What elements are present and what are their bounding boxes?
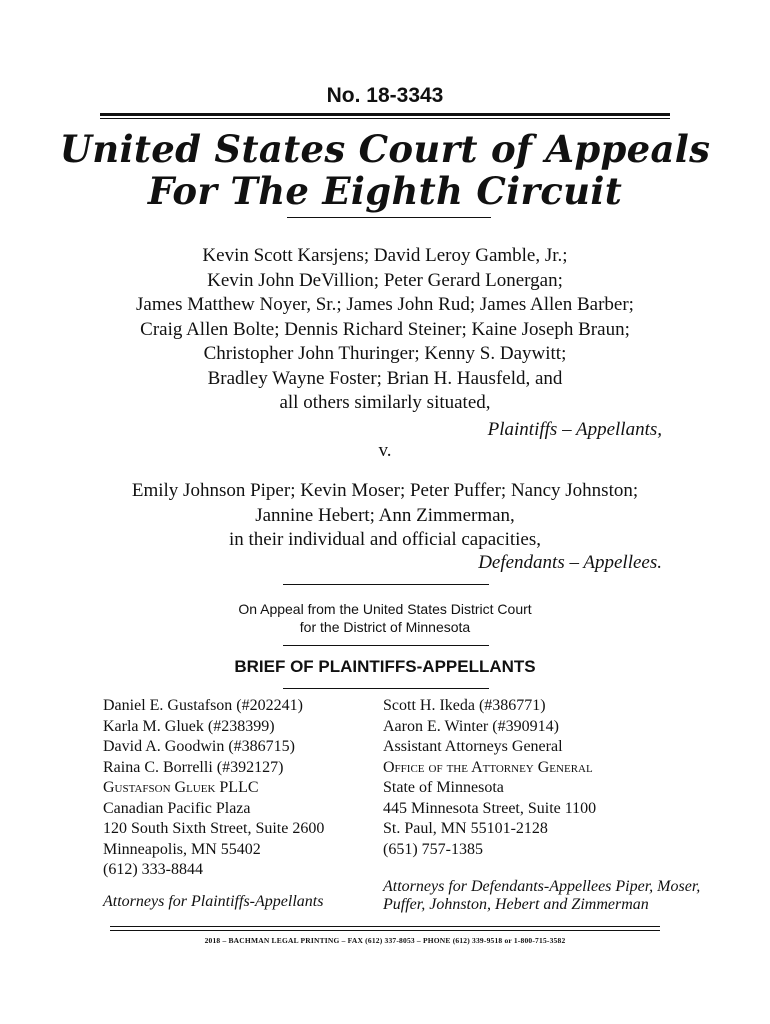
appellees-line: in their individual and official capacities, [229, 529, 541, 550]
appellants-line: Bradley Wayne Foster; Brian H. Hausfeld, and [207, 367, 563, 389]
law-firm-name: Gustafson Gluek PLLC [103, 779, 259, 796]
counsel-line: (651) 757-1385 [383, 840, 483, 858]
docket-rule [100, 113, 670, 119]
counsel-line: Scott H. Ikeda (#386771) [383, 697, 546, 714]
office-name: Office of the Attorney General [383, 758, 593, 776]
appellants-line: James Matthew Noyer, Sr.; James John Rud; James Allen Barber; [136, 294, 634, 315]
counsel-line: Assistant Attorneys General [383, 738, 563, 755]
appellants-line: Kevin John DeVillion; Peter Gerard Lonergan; [207, 269, 563, 291]
counsel-line: Minneapolis, MN 55402 [103, 840, 261, 858]
appellees-block [100, 479, 670, 553]
appellants-block [100, 244, 670, 416]
counsel-line: David A. Goodwin (#386715) [103, 738, 295, 755]
counsel-line: (612) 333-8844 [103, 861, 203, 878]
appeal-origin-line2: for the District of Minnesota [299, 619, 471, 635]
counsel-line: 120 South Sixth Street, Suite 2600 [103, 820, 325, 837]
appellees-line: Emily Johnson Piper; Kevin Moser; Peter Puffer; Nancy Johnston; [131, 480, 639, 501]
appellants-line: all others similarly situated, [279, 392, 491, 413]
appellees-attorneys-for-line1: Attorneys for Defendants-Appellees Piper, Moser, [383, 878, 701, 895]
counsel-line: Daniel E. Gustafson (#202241) [103, 697, 303, 714]
counsel-line: State of Minnesota [383, 779, 504, 796]
appellees-line: Jannine Hebert; Ann Zimmerman, [255, 504, 515, 526]
printer-footer: 2018 – BACHMAN LEGAL PRINTING – FAX (612) 337-8053 – PHONE (612) 339-9518 or 1-800-715-3582 [204, 936, 566, 945]
docket-number: No. 18-3343 [326, 84, 444, 107]
divider-rule [283, 688, 489, 689]
appellants-line: Kevin Scott Karsjens; David Leroy Gamble, Jr.; [202, 245, 568, 266]
counsel-line: Aaron E. Winter (#390914) [383, 717, 559, 735]
counsel-line: St. Paul, MN 55101-2128 [383, 820, 548, 837]
divider-rule [283, 645, 489, 646]
brief-title: BRIEF OF PLAINTIFFS-APPELLANTS [234, 657, 536, 676]
footer-rule [110, 926, 660, 931]
appellants-line: Craig Allen Bolte; Dennis Richard Steiner; Kaine Joseph Braun; [140, 318, 630, 340]
appellants-line: Christopher John Thuringer; Kenny S. Daywitt; [203, 343, 567, 364]
court-rule [287, 217, 491, 218]
court-name [0, 128, 770, 212]
appellees-attorneys-for [383, 878, 700, 914]
court-name-line1: United States Court of Appeals [59, 127, 711, 171]
appellees-counsel [383, 696, 596, 860]
appellees-attorneys-for-line2: Puffer, Johnston, Hebert and Zimmerman [383, 896, 649, 913]
versus: v. [378, 440, 392, 461]
appellants-attorneys-for: Attorneys for Plaintiffs-Appellants [103, 893, 324, 910]
counsel-line: Karla M. Gluek (#238399) [103, 717, 275, 735]
counsel-line: Canadian Pacific Plaza [103, 799, 251, 817]
counsel-line: Raina C. Borrelli (#392127) [103, 758, 284, 776]
appeal-origin-line1: On Appeal from the United States District Court [238, 601, 532, 617]
counsel-line: 445 Minnesota Street, Suite 1100 [383, 799, 597, 817]
divider-rule [283, 584, 489, 585]
appellants-role: Plaintiffs – Appellants, [487, 419, 662, 440]
court-name-line2: For The Eighth Circuit [147, 169, 623, 213]
appellees-role: Defendants – Appellees. [478, 552, 662, 573]
appellants-counsel [103, 696, 324, 881]
appeal-origin [0, 600, 770, 636]
